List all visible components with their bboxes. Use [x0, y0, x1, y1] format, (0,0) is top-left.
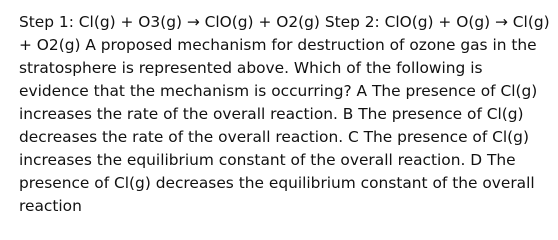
question-text: Step 1: Cl(g) + O3(g) → ClO(g) + O2(g) Step 2: ClO(g) + O(g) → Cl(g) + O2(g) A proposed mechanism for destruction of ozone gas in the stratosphere is represented above. Which of the following is evidence that the mechanism is occurring? A The presence of Cl(g) increases the rate of the overall reaction. B The presence of Cl(g) decreases the rate of the overall reaction. C The presence of Cl(g) increases the equilibrium constant of the overall reaction. D The presence of Cl(g) decreases the equilibrium constant of the overall reaction	[19, 13, 550, 215]
